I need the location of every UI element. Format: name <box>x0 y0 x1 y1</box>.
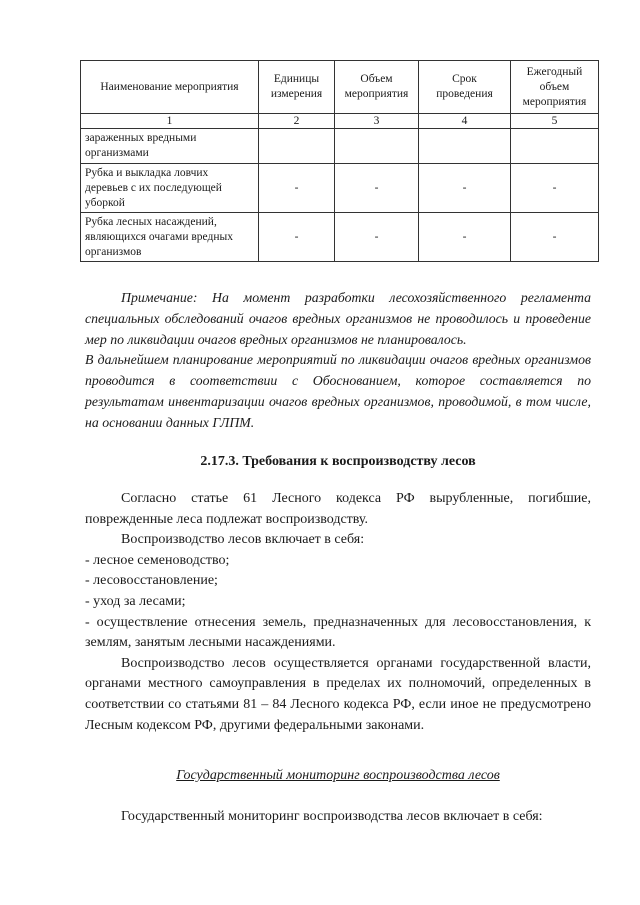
number-cell: 1 <box>81 114 259 129</box>
table-row <box>81 164 599 213</box>
value-cell: - <box>419 164 511 213</box>
body-paragraph: Воспроизводство лесов осуществляется органами государственной власти, органами местного самоуправления в пределах их полномочий, определенных в соответствии со статьями 81 – 84 Лесного кодекса РФ, если иное не предусмотрено Лесным кодексом РФ, другими федеральными законами. <box>85 655 591 733</box>
number-cell: 2 <box>259 114 335 129</box>
number-cell: 3 <box>335 114 419 129</box>
header-cell: Срок проведения <box>419 61 511 114</box>
header-cell: Единицы измерения <box>259 61 335 114</box>
subsection-body <box>85 807 591 827</box>
section-body <box>85 489 591 736</box>
value-cell: - <box>259 164 335 213</box>
subsection-title: Государственный мониторинг воспроизводства лесов <box>176 768 500 783</box>
row-name-cell: Рубка и выкладка ловчих деревьев с их последующей уборкой <box>81 164 259 213</box>
note-paragraph: Примечание: На момент разработки лесохозяйственного регламента специальных обследований очагов вредных организмов не проводилось и проведение мер по ликвидации очагов вредных организмов не планировалось. <box>85 290 591 347</box>
value-cell: - <box>259 213 335 262</box>
section-heading: 2.17.3. Требования к воспроизводству лесов <box>200 454 476 469</box>
header-cell: Наименование мероприятия <box>81 61 259 114</box>
number-cell: 4 <box>419 114 511 129</box>
row-name-cell: зараженных вредными организмами <box>81 129 259 164</box>
value-cell: - <box>511 213 599 262</box>
body-paragraph: Государственный мониторинг воспроизводства лесов включает в себя: <box>121 809 543 824</box>
value-cell <box>259 129 335 164</box>
value-cell: - <box>335 213 419 262</box>
note-paragraph: В дальнейшем планирование мероприятий по ликвидации очагов вредных организмов проводится в соответствии с Обоснованием, которое составляется по результатам инвентаризации очагов вредных организмов, проводимой, в том числе, на основании данных ГЛПМ. <box>85 352 591 430</box>
value-cell <box>335 129 419 164</box>
list-item: - лесное семеноводство; <box>85 552 230 568</box>
row-name-cell: Рубка лесных насаждений, являющихся очагами вредных организмов <box>81 213 259 262</box>
value-cell: - <box>511 164 599 213</box>
measures-table <box>80 60 599 262</box>
note-block <box>85 288 591 434</box>
list-item: - осуществление отнесения земель, предназначенных для лесовосстановления, к землям, занятым лесными насаждениями. <box>85 614 591 651</box>
table-number-row <box>81 114 599 129</box>
value-cell: - <box>419 213 511 262</box>
value-cell: - <box>335 164 419 213</box>
header-cell: Объем мероприятия <box>335 61 419 114</box>
body-paragraph: Согласно статье 61 Лесного кодекса РФ вырубленные, погибшие, поврежденные леса подлежат воспроизводству. <box>85 491 591 527</box>
header-cell: Ежегодный объем мероприятия <box>511 61 599 114</box>
body-paragraph: Воспроизводство лесов включает в себя: <box>121 532 365 548</box>
value-cell <box>511 129 599 164</box>
number-cell: 5 <box>511 114 599 129</box>
table-row <box>81 213 599 262</box>
table-header-row <box>81 61 599 114</box>
table-row <box>81 129 599 164</box>
list-item: - уход за лесами; <box>85 593 186 609</box>
list-item: - лесовосстановление; <box>85 573 218 589</box>
value-cell <box>419 129 511 164</box>
